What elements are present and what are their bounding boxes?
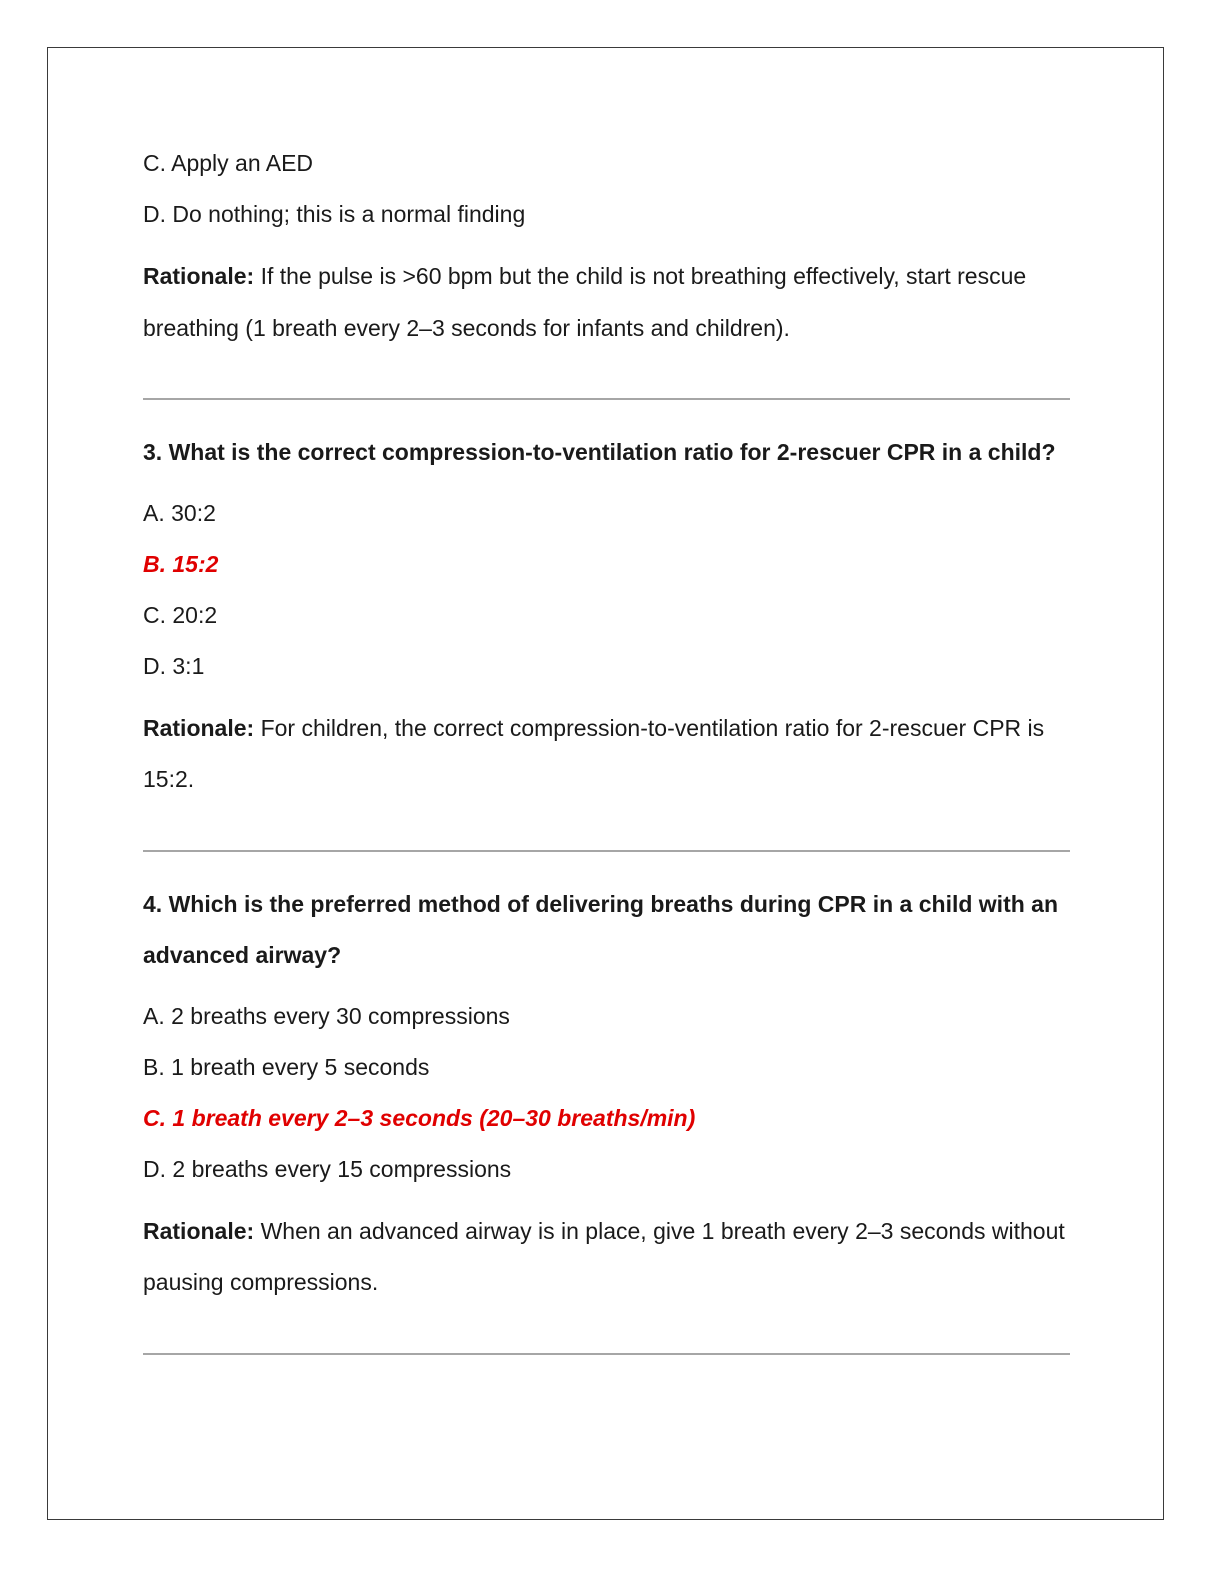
rationale-text: If the pulse is >60 bpm but the child is not breathing effectively, start rescue breathing (1 breath every 2–3 seconds for infants and children).: [143, 263, 1027, 341]
q3-option-c: C. 20:2: [143, 601, 218, 628]
question-4-section: [143, 879, 1073, 1309]
q2-rationale: [143, 251, 1073, 354]
q2-option-d: D. Do nothing; this is a normal finding: [143, 201, 526, 227]
question-3-section: [143, 427, 1073, 806]
question-2-section: [143, 138, 1073, 354]
q4-option-a: A. 2 breaths every 30 compressions: [143, 1002, 510, 1029]
q2-option-c: C. Apply an AED: [143, 150, 314, 176]
rationale-label: Rationale:: [143, 263, 255, 289]
q4-question: 4. Which is the preferred method of delivering breaths during CPR in a child with an advanced airway?: [143, 890, 1059, 968]
q3-option-a: A. 30:2: [143, 499, 216, 526]
q3-option-d: D. 3:1: [143, 652, 205, 679]
q4-rationale: [143, 1206, 1073, 1309]
rationale-text: When an advanced airway is in place, give 1 breath every 2–3 seconds without pausing compressions.: [143, 1217, 1065, 1295]
q4-option-c-correct: C. 1 breath every 2–3 seconds (20–30 breaths/min): [143, 1104, 696, 1131]
q4-option-b: B. 1 breath every 5 seconds: [143, 1053, 430, 1080]
divider: [143, 398, 1070, 400]
rationale-text: For children, the correct compression-to-ventilation ratio for 2-rescuer CPR is 15:2.: [143, 714, 1045, 792]
q3-option-b-correct: B. 15:2: [143, 550, 219, 577]
rationale-label: Rationale:: [143, 1217, 255, 1244]
q4-option-d: D. 2 breaths every 15 compressions: [143, 1155, 512, 1182]
q3-rationale: [143, 703, 1073, 806]
document-content: [143, 138, 1073, 1355]
divider: [143, 1353, 1070, 1355]
rationale-label: Rationale:: [143, 714, 255, 741]
divider: [143, 850, 1070, 852]
q3-question: 3. What is the correct compression-to-ventilation ratio for 2-rescuer CPR in a child?: [143, 439, 1056, 465]
